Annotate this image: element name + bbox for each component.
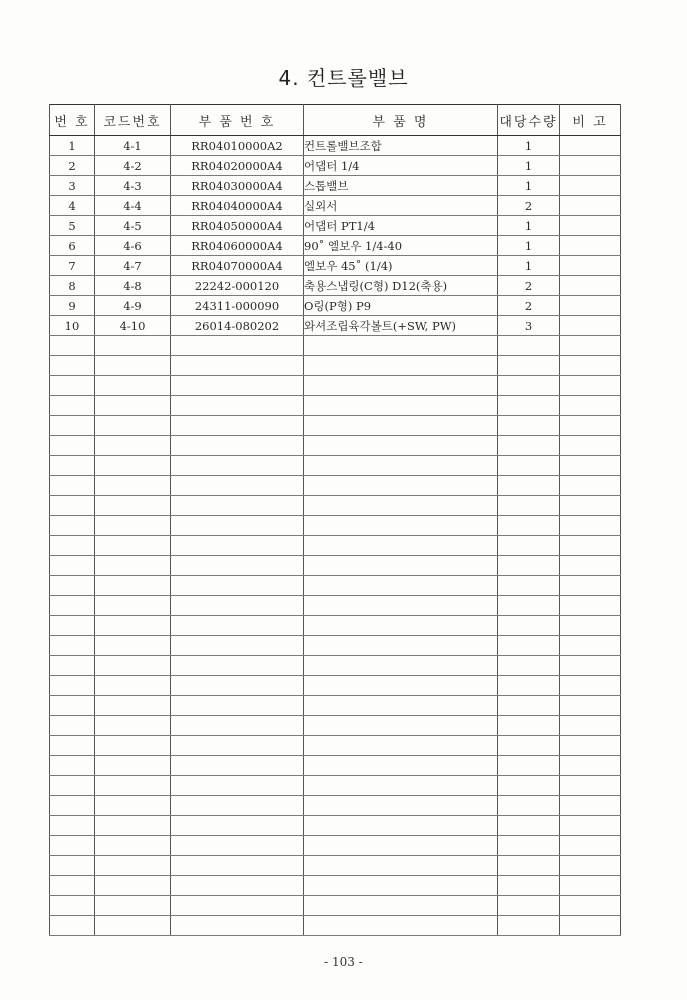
cell-note [560, 256, 621, 276]
cell-part-name: 와셔조립육각볼트(+SW, PW) [304, 316, 498, 336]
cell-code [95, 836, 171, 856]
empty-table-row [50, 536, 621, 556]
empty-table-row [50, 636, 621, 656]
cell-no: 10 [50, 316, 95, 336]
cell-note [560, 876, 621, 896]
cell-note [560, 456, 621, 476]
cell-code: 4-3 [95, 176, 171, 196]
header-part-no: 부 품 번 호 [171, 105, 304, 136]
cell-part-no: 26014-080202 [171, 316, 304, 336]
cell-qty: 1 [498, 236, 560, 256]
cell-part-no [171, 876, 304, 896]
cell-part-name: 스톱밸브 [304, 176, 498, 196]
empty-table-row [50, 436, 621, 456]
cell-code: 4-1 [95, 136, 171, 156]
empty-table-row [50, 656, 621, 676]
empty-table-row [50, 696, 621, 716]
cell-part-name [304, 376, 498, 396]
cell-qty: 2 [498, 276, 560, 296]
cell-note [560, 696, 621, 716]
cell-qty: 1 [498, 256, 560, 276]
empty-table-row [50, 776, 621, 796]
cell-no [50, 576, 95, 596]
cell-note [560, 796, 621, 816]
cell-code: 4-9 [95, 296, 171, 316]
cell-part-name: O링(P형) P9 [304, 296, 498, 316]
cell-qty [498, 696, 560, 716]
cell-code [95, 716, 171, 736]
cell-part-no [171, 916, 304, 936]
cell-part-no [171, 716, 304, 736]
cell-code [95, 756, 171, 776]
cell-qty [498, 396, 560, 416]
empty-table-row [50, 816, 621, 836]
cell-qty: 1 [498, 176, 560, 196]
header-no: 번 호 [50, 105, 95, 136]
cell-no [50, 476, 95, 496]
cell-part-name [304, 436, 498, 456]
cell-part-no: RR04070000A4 [171, 256, 304, 276]
cell-part-name [304, 536, 498, 556]
cell-code: 4-8 [95, 276, 171, 296]
cell-qty [498, 716, 560, 736]
cell-note [560, 636, 621, 656]
cell-note [560, 196, 621, 216]
cell-part-name: 축용스냅링(C형) D12(축용) [304, 276, 498, 296]
cell-qty [498, 476, 560, 496]
cell-note [560, 676, 621, 696]
cell-code [95, 456, 171, 476]
cell-note [560, 756, 621, 776]
cell-part-no [171, 436, 304, 456]
cell-code [95, 736, 171, 756]
cell-part-no [171, 656, 304, 676]
cell-part-no [171, 476, 304, 496]
cell-part-no [171, 856, 304, 876]
cell-no [50, 356, 95, 376]
cell-note [560, 536, 621, 556]
cell-qty [498, 656, 560, 676]
cell-part-no [171, 456, 304, 476]
cell-no [50, 416, 95, 436]
cell-note [560, 576, 621, 596]
cell-no [50, 836, 95, 856]
cell-qty [498, 676, 560, 696]
cell-code [95, 676, 171, 696]
empty-table-row [50, 376, 621, 396]
cell-code [95, 596, 171, 616]
cell-note [560, 136, 621, 156]
cell-part-name [304, 476, 498, 496]
cell-note [560, 896, 621, 916]
cell-no: 9 [50, 296, 95, 316]
cell-part-no [171, 496, 304, 516]
cell-code [95, 656, 171, 676]
empty-table-row [50, 616, 621, 636]
cell-code [95, 856, 171, 876]
empty-table-row [50, 876, 621, 896]
cell-part-no [171, 616, 304, 636]
cell-code [95, 876, 171, 896]
cell-code: 4-2 [95, 156, 171, 176]
table-row [50, 216, 621, 236]
cell-part-no [171, 836, 304, 856]
empty-table-row [50, 676, 621, 696]
cell-code [95, 796, 171, 816]
header-code: 코드번호 [95, 105, 171, 136]
cell-part-no [171, 636, 304, 656]
cell-note [560, 276, 621, 296]
cell-part-name [304, 776, 498, 796]
cell-code: 4-7 [95, 256, 171, 276]
cell-code [95, 776, 171, 796]
cell-no: 1 [50, 136, 95, 156]
cell-note [560, 436, 621, 456]
cell-code: 4-4 [95, 196, 171, 216]
cell-part-name [304, 676, 498, 696]
table-row [50, 156, 621, 176]
cell-part-no: RR04060000A4 [171, 236, 304, 256]
cell-part-name [304, 716, 498, 736]
page-title: 4. 컨트롤밸브 [278, 66, 409, 90]
empty-table-row [50, 856, 621, 876]
cell-part-no: RR04020000A4 [171, 156, 304, 176]
header-part-name: 부 품 명 [304, 105, 498, 136]
cell-note [560, 376, 621, 396]
cell-part-name [304, 816, 498, 836]
cell-note [560, 916, 621, 936]
cell-part-no [171, 896, 304, 916]
cell-code [95, 516, 171, 536]
cell-qty [498, 856, 560, 876]
cell-note [560, 836, 621, 856]
cell-no [50, 636, 95, 656]
cell-part-name [304, 616, 498, 636]
cell-note [560, 396, 621, 416]
cell-part-name [304, 516, 498, 536]
cell-qty [498, 416, 560, 436]
cell-no: 7 [50, 256, 95, 276]
cell-code [95, 556, 171, 576]
empty-table-row [50, 516, 621, 536]
cell-qty: 2 [498, 196, 560, 216]
parts-table [49, 104, 621, 936]
empty-table-row [50, 396, 621, 416]
empty-table-row [50, 556, 621, 576]
cell-part-no: 24311-000090 [171, 296, 304, 316]
cell-note [560, 316, 621, 336]
cell-part-name: 어댑터 PT1/4 [304, 216, 498, 236]
cell-part-name [304, 836, 498, 856]
table-row [50, 256, 621, 276]
cell-qty: 1 [498, 156, 560, 176]
cell-part-name [304, 336, 498, 356]
cell-qty: 3 [498, 316, 560, 336]
cell-no [50, 456, 95, 476]
cell-no [50, 856, 95, 876]
empty-table-row [50, 416, 621, 436]
empty-table-row [50, 896, 621, 916]
cell-qty [498, 616, 560, 636]
table-row [50, 136, 621, 156]
cell-note [560, 616, 621, 636]
cell-part-name: 90˚ 엘보우 1/4-40 [304, 236, 498, 256]
cell-part-name [304, 636, 498, 656]
cell-note [560, 336, 621, 356]
cell-part-no: RR04040000A4 [171, 196, 304, 216]
cell-part-name [304, 916, 498, 936]
cell-note [560, 496, 621, 516]
cell-part-name [304, 796, 498, 816]
cell-note [560, 716, 621, 736]
cell-no [50, 556, 95, 576]
cell-note [560, 356, 621, 376]
cell-note [560, 656, 621, 676]
table-row [50, 296, 621, 316]
header-note: 비 고 [560, 105, 621, 136]
cell-no [50, 796, 95, 816]
cell-qty: 1 [498, 216, 560, 236]
cell-qty [498, 596, 560, 616]
cell-qty: 1 [498, 136, 560, 156]
cell-no [50, 876, 95, 896]
cell-code: 4-6 [95, 236, 171, 256]
cell-part-no [171, 796, 304, 816]
cell-code [95, 896, 171, 916]
cell-part-no [171, 396, 304, 416]
cell-note [560, 236, 621, 256]
cell-part-name [304, 356, 498, 376]
cell-part-name [304, 576, 498, 596]
cell-code [95, 636, 171, 656]
cell-part-name: 엘보우 45˚ (1/4) [304, 256, 498, 276]
cell-qty [498, 356, 560, 376]
cell-part-name: 실외서 [304, 196, 498, 216]
cell-no [50, 496, 95, 516]
cell-part-name [304, 876, 498, 896]
cell-part-no [171, 736, 304, 756]
cell-no: 3 [50, 176, 95, 196]
empty-table-row [50, 336, 621, 356]
cell-note [560, 296, 621, 316]
table-row [50, 176, 621, 196]
table-header-row [50, 105, 621, 136]
cell-qty [498, 556, 560, 576]
empty-table-row [50, 496, 621, 516]
cell-note [560, 416, 621, 436]
cell-part-no [171, 756, 304, 776]
cell-part-name [304, 496, 498, 516]
cell-part-name [304, 416, 498, 436]
cell-no [50, 596, 95, 616]
cell-no: 2 [50, 156, 95, 176]
header-qty: 대당수량 [498, 105, 560, 136]
cell-code [95, 476, 171, 496]
cell-qty [498, 456, 560, 476]
cell-no [50, 536, 95, 556]
cell-code [95, 496, 171, 516]
cell-note [560, 476, 621, 496]
cell-qty [498, 496, 560, 516]
empty-table-row [50, 836, 621, 856]
table-row [50, 316, 621, 336]
cell-part-no [171, 516, 304, 536]
empty-table-row [50, 916, 621, 936]
cell-part-no [171, 356, 304, 376]
cell-part-no [171, 416, 304, 436]
cell-qty: 2 [498, 296, 560, 316]
cell-part-no: 22242-000120 [171, 276, 304, 296]
cell-no: 6 [50, 236, 95, 256]
cell-part-name [304, 856, 498, 876]
cell-code [95, 616, 171, 636]
empty-table-row [50, 736, 621, 756]
cell-no [50, 756, 95, 776]
cell-code [95, 376, 171, 396]
cell-part-no [171, 676, 304, 696]
cell-code [95, 436, 171, 456]
cell-qty [498, 816, 560, 836]
cell-qty [498, 536, 560, 556]
page-number: - 103 - [324, 955, 363, 969]
cell-no [50, 696, 95, 716]
cell-code [95, 696, 171, 716]
cell-qty [498, 876, 560, 896]
cell-part-name [304, 396, 498, 416]
table-row [50, 196, 621, 216]
cell-no [50, 816, 95, 836]
cell-part-name [304, 736, 498, 756]
cell-part-no [171, 336, 304, 356]
cell-part-no: RR04050000A4 [171, 216, 304, 236]
cell-part-no [171, 696, 304, 716]
cell-no: 5 [50, 216, 95, 236]
cell-qty [498, 896, 560, 916]
cell-qty [498, 736, 560, 756]
cell-code: 4-10 [95, 316, 171, 336]
cell-qty [498, 776, 560, 796]
cell-code [95, 916, 171, 936]
cell-part-no [171, 556, 304, 576]
cell-code [95, 816, 171, 836]
cell-qty [498, 436, 560, 456]
cell-no [50, 676, 95, 696]
empty-table-row [50, 716, 621, 736]
cell-note [560, 816, 621, 836]
empty-table-row [50, 476, 621, 496]
cell-qty [498, 836, 560, 856]
cell-note [560, 856, 621, 876]
cell-qty [498, 336, 560, 356]
cell-no [50, 376, 95, 396]
cell-no [50, 716, 95, 736]
cell-qty [498, 796, 560, 816]
cell-note [560, 556, 621, 576]
cell-part-name [304, 696, 498, 716]
cell-qty [498, 636, 560, 656]
cell-note [560, 736, 621, 756]
table-row [50, 236, 621, 256]
cell-note [560, 176, 621, 196]
cell-no: 8 [50, 276, 95, 296]
cell-no: 4 [50, 196, 95, 216]
cell-part-name [304, 756, 498, 776]
cell-part-no: RR04010000A2 [171, 136, 304, 156]
cell-part-no: RR04030000A4 [171, 176, 304, 196]
cell-no [50, 336, 95, 356]
table-row [50, 276, 621, 296]
empty-table-row [50, 796, 621, 816]
cell-no [50, 656, 95, 676]
cell-part-no [171, 536, 304, 556]
cell-no [50, 396, 95, 416]
cell-part-no [171, 776, 304, 796]
cell-code [95, 336, 171, 356]
cell-no [50, 736, 95, 756]
cell-part-name [304, 656, 498, 676]
cell-qty [498, 376, 560, 396]
empty-table-row [50, 756, 621, 776]
cell-part-no [171, 376, 304, 396]
cell-part-no [171, 576, 304, 596]
cell-qty [498, 516, 560, 536]
cell-code [95, 356, 171, 376]
cell-code [95, 416, 171, 436]
cell-code: 4-5 [95, 216, 171, 236]
empty-table-row [50, 456, 621, 476]
empty-table-row [50, 356, 621, 376]
cell-note [560, 216, 621, 236]
cell-note [560, 776, 621, 796]
cell-code [95, 576, 171, 596]
cell-code [95, 396, 171, 416]
cell-note [560, 156, 621, 176]
cell-note [560, 596, 621, 616]
cell-no [50, 896, 95, 916]
cell-part-name: 어댑터 1/4 [304, 156, 498, 176]
empty-table-row [50, 576, 621, 596]
cell-part-name [304, 596, 498, 616]
cell-note [560, 516, 621, 536]
cell-no [50, 516, 95, 536]
cell-no [50, 916, 95, 936]
cell-part-name: 컨트롤밸브조합 [304, 136, 498, 156]
cell-part-name [304, 456, 498, 476]
cell-code [95, 536, 171, 556]
cell-part-name [304, 556, 498, 576]
cell-part-no [171, 816, 304, 836]
cell-part-no [171, 596, 304, 616]
empty-table-row [50, 596, 621, 616]
cell-qty [498, 916, 560, 936]
cell-no [50, 616, 95, 636]
cell-no [50, 436, 95, 456]
cell-part-name [304, 896, 498, 916]
cell-qty [498, 576, 560, 596]
cell-no [50, 776, 95, 796]
cell-qty [498, 756, 560, 776]
